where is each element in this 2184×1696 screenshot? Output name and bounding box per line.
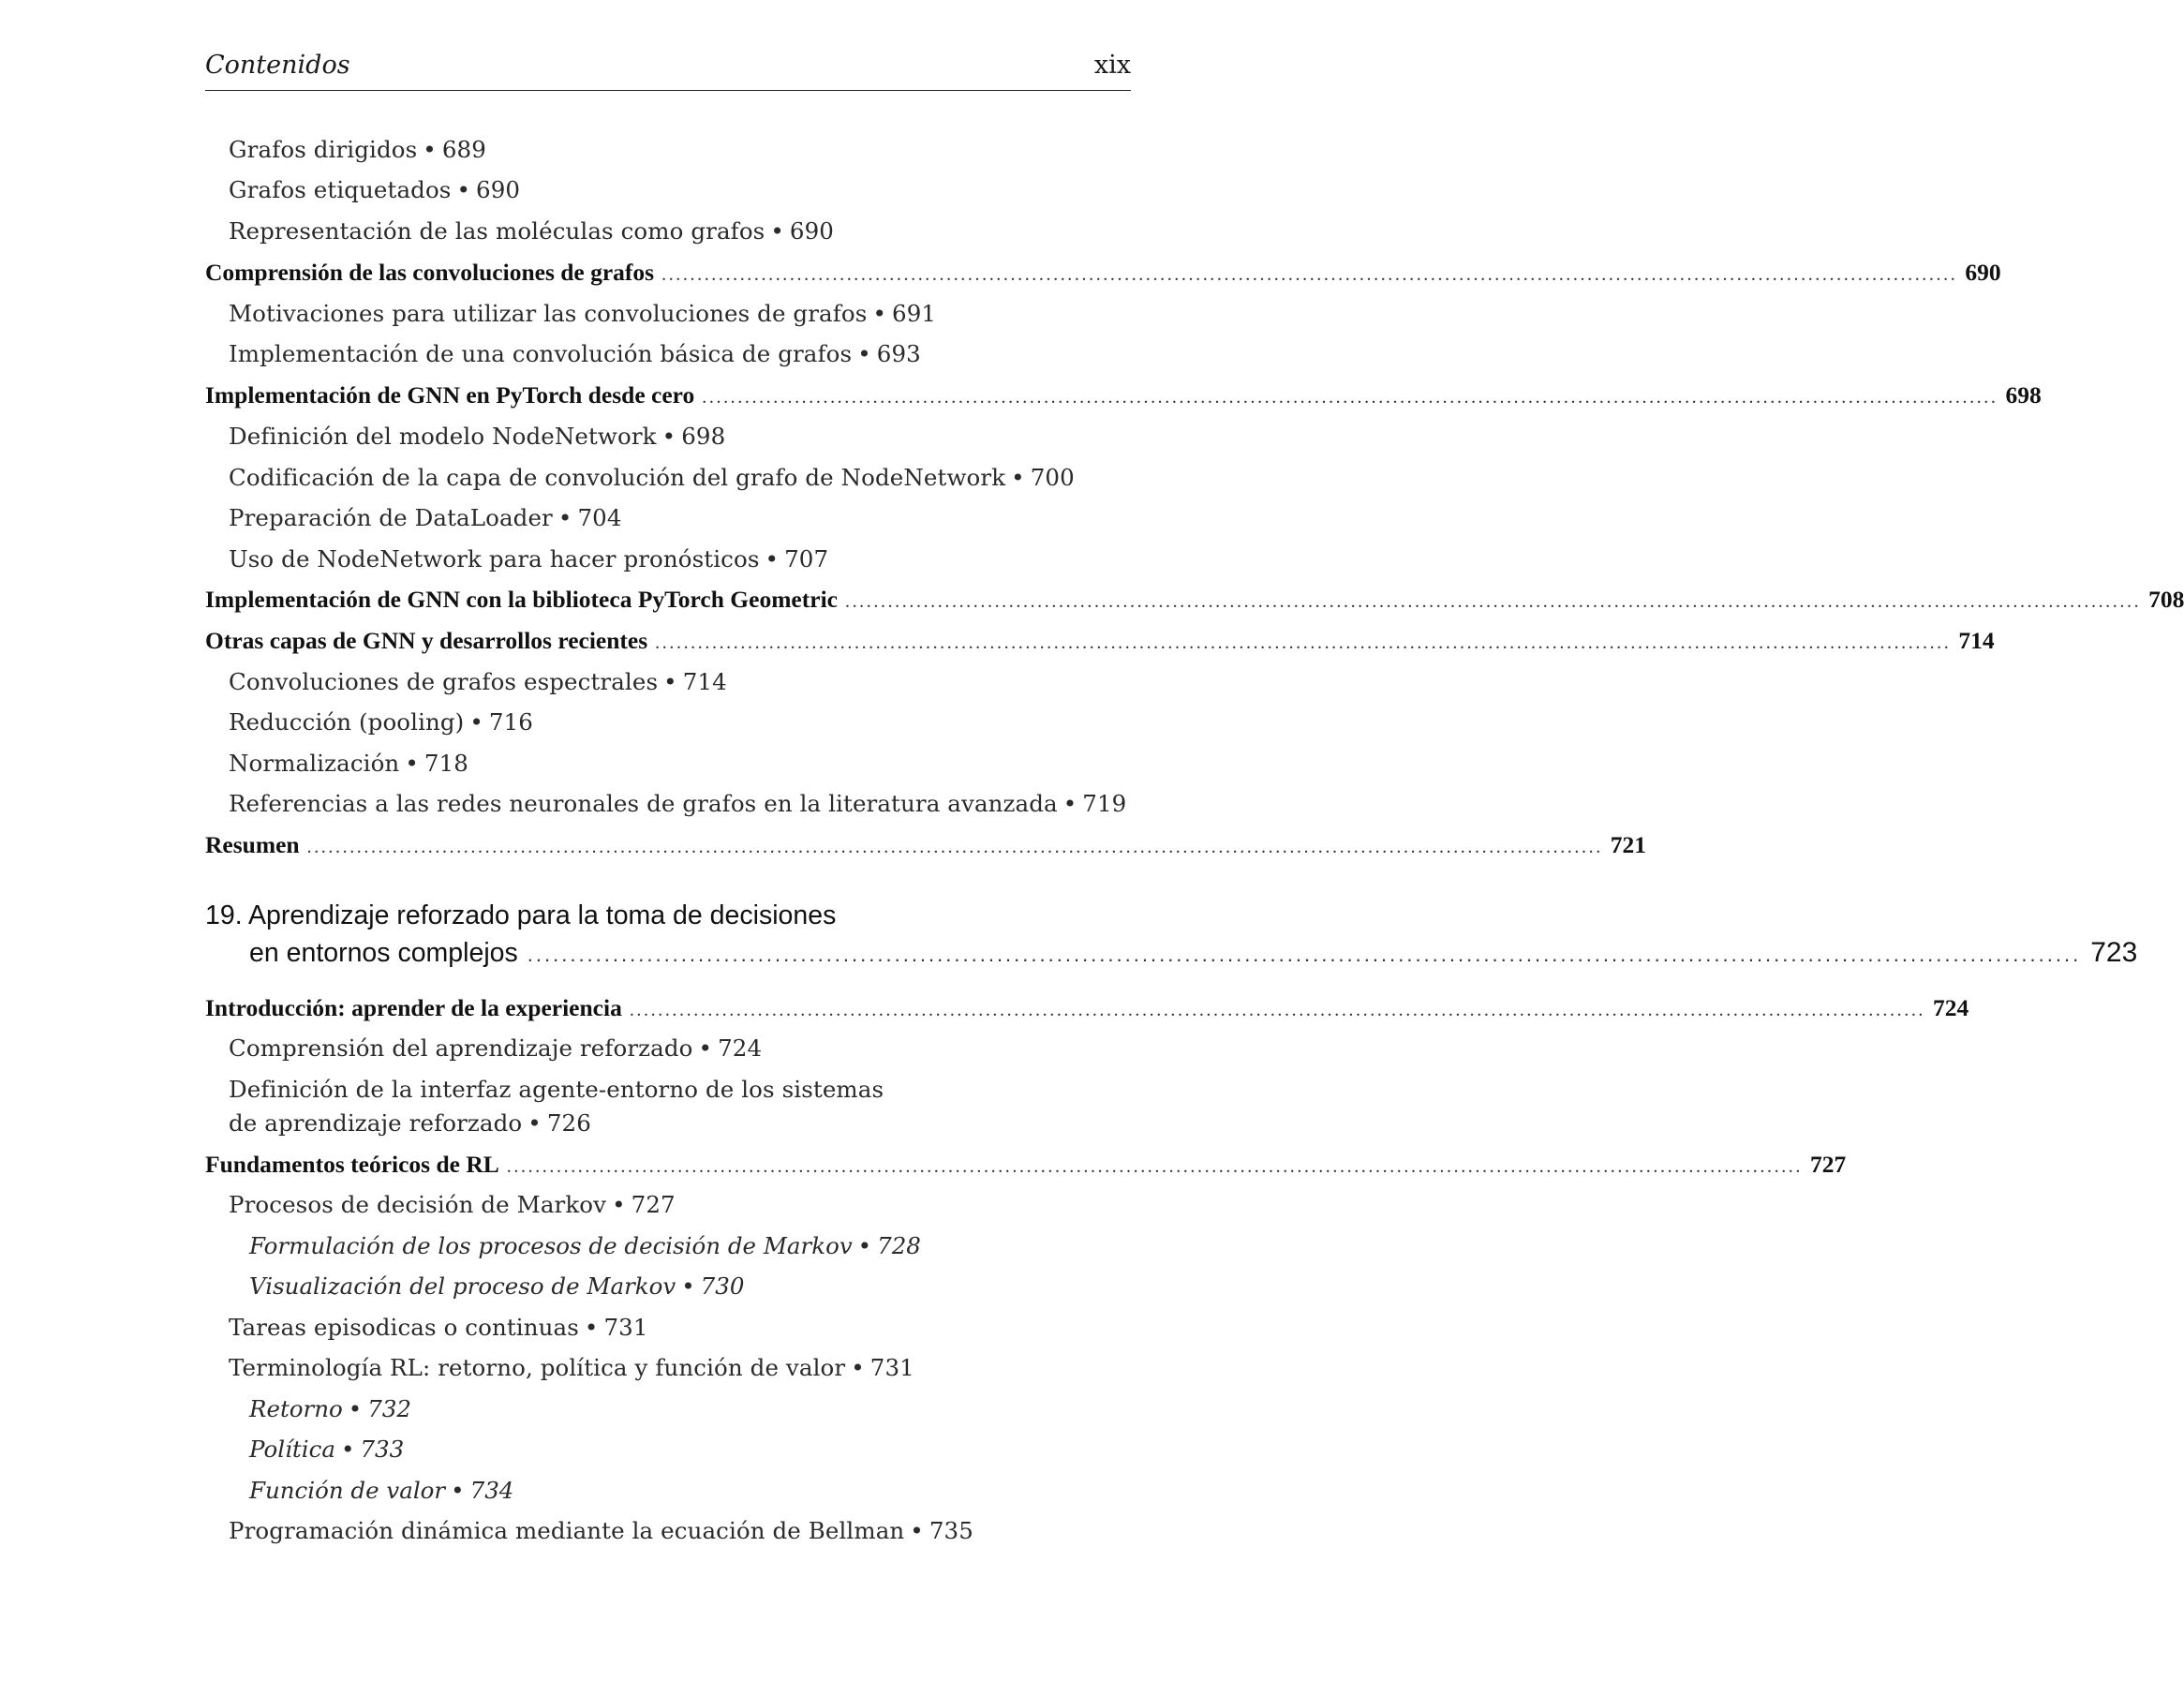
bullet-separator: •	[348, 1395, 363, 1422]
entry-page: 727	[631, 1191, 676, 1218]
entry-title: Representación de las moléculas como grafos	[229, 217, 765, 245]
bullet-separator: •	[405, 750, 419, 777]
section-title: Implementación de GNN en PyTorch desde cero	[205, 381, 695, 409]
entry-title: Comprensión del aprendizaje reforzado	[229, 1034, 693, 1062]
dot-leader: ......................................................................................................................................................................................	[702, 387, 1998, 408]
entry-title-line2: de aprendizaje reforzado	[229, 1109, 523, 1137]
entry-title: Visualización del proceso de Markov	[249, 1272, 676, 1300]
toc-entry	[229, 541, 828, 578]
toc-section	[205, 989, 1969, 1027]
toc-subentry	[249, 1472, 513, 1510]
entry-page: 690	[789, 217, 834, 245]
entry-page: 691	[892, 300, 937, 327]
bullet-separator: •	[857, 340, 871, 367]
entry-title: Formulación de los procesos de decisión de Markov	[249, 1232, 853, 1259]
toc-entry	[229, 499, 622, 537]
entry-page: 714	[682, 668, 727, 695]
dot-leader: ......................................................................................................................................................................................	[629, 1000, 1926, 1020]
running-header	[205, 49, 1131, 91]
bullet-separator: •	[765, 545, 780, 573]
toc-subentry	[249, 1268, 744, 1305]
toc-subentry	[249, 1391, 411, 1428]
toc-entry	[229, 1512, 973, 1550]
toc-entry	[229, 1186, 676, 1224]
entry-page: 726	[546, 1109, 591, 1137]
bullet-separator: •	[469, 708, 483, 736]
entry-title: Programación dinámica mediante la ecuación de Bellman	[229, 1517, 905, 1544]
chapter-title-line2: en entornos complejos	[249, 938, 518, 968]
dot-leader: ......................................................................................................................................................................................	[661, 264, 1958, 285]
toc-subentry	[249, 1431, 404, 1468]
entry-page: 728	[877, 1232, 921, 1259]
entry-page: 693	[876, 340, 921, 367]
entry-page: 731	[869, 1354, 914, 1381]
toc-section	[205, 581, 2184, 618]
entry-page: 730	[700, 1272, 745, 1300]
bullet-separator: •	[612, 1191, 626, 1218]
entry-page: 719	[1082, 790, 1127, 817]
bullet-separator: •	[527, 1109, 542, 1137]
entry-title: Convoluciones de grafos espectrales	[229, 668, 659, 695]
entry-page: 732	[367, 1395, 412, 1422]
bullet-separator: •	[851, 1354, 865, 1381]
toc-entry	[229, 1309, 648, 1346]
toc-section	[205, 1146, 1847, 1183]
section-page: 698	[2005, 381, 2042, 409]
entry-page: 735	[929, 1517, 973, 1544]
entry-title: Reducción (pooling)	[229, 708, 465, 736]
bullet-separator: •	[584, 1314, 599, 1341]
toc-section	[205, 254, 2001, 291]
toc-entry	[229, 213, 834, 250]
toc-entry	[229, 704, 533, 741]
section-page: 708	[2148, 586, 2184, 613]
toc-entry	[229, 418, 725, 455]
entry-page: 704	[577, 504, 622, 531]
toc-entry	[229, 1105, 591, 1142]
entry-page: 690	[476, 176, 521, 203]
dot-leader: ......................................................................................................................................................................................	[655, 632, 1952, 653]
toc-entry	[229, 1030, 762, 1067]
entry-title: Terminología RL: retorno, política y función de valor	[229, 1354, 846, 1381]
entry-title: Tareas episodicas o continuas	[229, 1314, 579, 1341]
entry-title: Implementación de una convolución básica de grafos	[229, 340, 853, 367]
toc-entry	[229, 171, 520, 209]
section-title: Fundamentos teóricos de RL	[205, 1151, 499, 1178]
bullet-separator: •	[340, 1436, 355, 1463]
bullet-separator: •	[698, 1034, 713, 1062]
entry-title: Motivaciones para utilizar las convoluciones de grafos	[229, 300, 868, 327]
toc-entry	[229, 1349, 914, 1387]
entry-page: 718	[423, 750, 468, 777]
bullet-separator: •	[557, 504, 572, 531]
section-title: Resumen	[205, 831, 300, 858]
entry-title: Política	[249, 1436, 335, 1463]
toc-entry	[229, 745, 468, 782]
bullet-separator: •	[663, 668, 677, 695]
entry-title: Normalización	[229, 750, 400, 777]
bullet-separator: •	[857, 1232, 872, 1259]
entry-title: Codificación de la capa de convolución del grafo de NodeNetwork	[229, 464, 1006, 491]
entry-page: 689	[441, 136, 486, 163]
section-title: Otras capas de GNN y desarrollos recientes	[205, 627, 648, 654]
entry-title: Grafos dirigidos	[229, 136, 418, 163]
section-page: 714	[1958, 627, 1995, 654]
section-page: 690	[1965, 259, 2001, 286]
bullet-separator: •	[661, 423, 676, 450]
entry-page: 698	[681, 423, 726, 450]
dot-leader: ......................................................................................................................................................................................	[306, 837, 1603, 857]
toc-entry	[229, 295, 936, 333]
entry-title: Preparación de DataLoader	[229, 504, 553, 531]
chapter-title: 19. Aprendizaje reforzado para la toma de decisiones	[205, 900, 837, 930]
entry-title: Retorno	[249, 1395, 343, 1422]
section-title: Introducción: aprender de la experiencia	[205, 994, 622, 1021]
toc-entry	[229, 663, 727, 701]
dot-leader: ......................................................................................................................................................................................	[506, 1156, 1803, 1177]
dot-leader: ......................................................................................................................................................................................	[527, 943, 2082, 966]
running-header-title: Contenidos	[205, 51, 350, 80]
entry-title: Definición del modelo NodeNetwork	[229, 423, 657, 450]
entry-title: Función de valor	[249, 1477, 446, 1504]
entry-title: Grafos etiquetados	[229, 176, 452, 203]
entry-page: 716	[488, 708, 533, 736]
bullet-separator: •	[872, 300, 886, 327]
toc-section	[205, 622, 1995, 660]
entry-page: 733	[360, 1436, 405, 1463]
entry-page: 734	[469, 1477, 514, 1504]
entry-title: Referencias a las redes neuronales de grafos en la literatura avanzada	[229, 790, 1058, 817]
section-page: 727	[1810, 1151, 1847, 1178]
toc-entry	[229, 335, 921, 373]
section-title: Implementación de GNN con la biblioteca PyTorch Geometric	[205, 586, 838, 613]
section-page: 724	[1933, 994, 1969, 1021]
toc-entry-line1: Definición de la interfaz agente-entorno de los sistemas	[229, 1076, 884, 1103]
entry-page: 700	[1030, 464, 1075, 491]
bullet-separator: •	[681, 1272, 695, 1300]
bullet-separator: •	[1062, 790, 1077, 817]
bullet-separator: •	[456, 176, 471, 203]
bullet-separator: •	[770, 217, 784, 245]
bullet-separator: •	[1011, 464, 1025, 491]
chapter-page: 723	[2090, 937, 2138, 968]
bullet-separator: •	[423, 136, 437, 163]
bullet-separator: •	[910, 1517, 924, 1544]
toc-entry	[229, 459, 1075, 497]
section-title: Comprensión de las convoluciones de grafos	[205, 259, 655, 286]
toc-subentry	[249, 1227, 921, 1265]
toc-section	[205, 826, 1647, 864]
entry-page: 731	[603, 1314, 648, 1341]
chapter-title-continued	[205, 931, 2138, 974]
entry-page: 724	[718, 1034, 763, 1062]
dot-leader: ......................................................................................................................................................................................	[844, 591, 2142, 612]
entry-title: Procesos de decisión de Markov	[229, 1191, 607, 1218]
page-number: xix	[1093, 51, 1131, 80]
section-page: 721	[1610, 831, 1647, 858]
entry-title: Uso de NodeNetwork para hacer pronósticos	[229, 545, 760, 573]
bullet-separator: •	[451, 1477, 465, 1504]
toc-entry	[229, 785, 1126, 823]
entry-page: 707	[784, 545, 829, 573]
toc-entry	[229, 131, 486, 169]
toc-section	[205, 377, 2042, 414]
